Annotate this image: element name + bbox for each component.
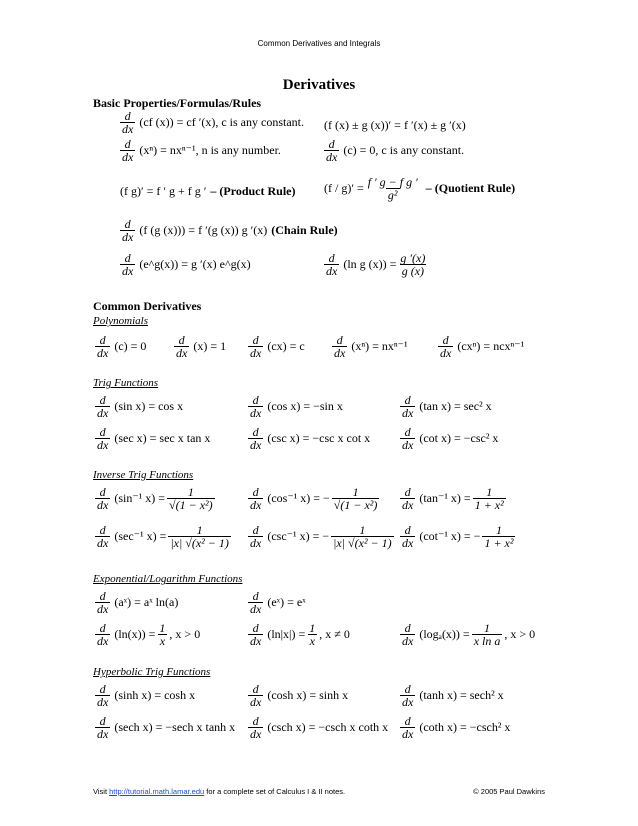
chain-rule: $\frac{d}{dx}$ (f (g (x))) = f ′(g (x)) g ′(x) (Chain Rule) (122, 217, 338, 244)
page-title: Derivatives (282, 77, 356, 93)
poly-power: $\frac{d}{dx}$ (xⁿ) = nxⁿ⁻¹ (334, 333, 408, 360)
poly-constant: $\frac{d}{dx}$ (c) = 0 (97, 333, 147, 360)
inverse-trig-sin: $\frac{d}{dx}$ (sin⁻¹ x) = $\frac{1}{\text{√(1 − x²)}}$ (97, 485, 213, 512)
trig-cot: $\frac{d}{dx}$ (cot x) = −csc² x (402, 425, 499, 452)
inverse-trig-csc: $\frac{d}{dx}$ (csc⁻¹ x) = − $\frac{1}{\text{|x| √(x² − 1)}}$ (250, 523, 392, 550)
inverse-trig-sec: $\frac{d}{dx}$ (sec⁻¹ x) = $\frac{1}{\text{|x| √(x² − 1)}}$ (97, 523, 229, 550)
constant-multiple-rule: $\frac{d}{dx}$ (cf (x)) = cf ′(x) , c is any constant. (122, 109, 304, 136)
product-rule: (f g)′ = f ′ g + f g ′ – (Product Rule) (120, 184, 296, 198)
trig-cos: $\frac{d}{dx}$ (cos x) = −sin x (250, 393, 343, 420)
inverse-trig-cot: $\frac{d}{dx}$ (cot⁻¹ x) = − $\frac{1}{\text{1 + x²}}$ (402, 523, 514, 550)
polynomials-heading: Polynomials (93, 315, 148, 327)
trig-sin: $\frac{d}{dx}$ (sin x) = cos x (97, 393, 184, 420)
trig-heading: Trig Functions (93, 377, 159, 389)
poly-scaled-power: $\frac{d}{dx}$ (cxⁿ) = ncxⁿ⁻¹ (440, 333, 525, 360)
inverse-trig-cos: $\frac{d}{dx}$ (cos⁻¹ x) = − $\frac{1}{\text{√(1 − x²)}}$ (250, 485, 378, 512)
ddx-operator: $\frac{d}{dx}$ (122, 109, 134, 136)
exponential-chain-rule: $\frac{d}{dx}$ (e^g(x)) = g ′(x) e^g(x) (122, 251, 251, 278)
hyp-coth: $\frac{d}{dx}$ (coth x) = −csch² x (402, 714, 511, 741)
hyp-sinh: $\frac{d}{dx}$ (sinh x) = cosh x (97, 682, 196, 709)
tutorial-link[interactable]: http://tutorial.math.lamar.edu (109, 787, 205, 796)
poly-linear: $\frac{d}{dx}$ (cx) = c (250, 333, 305, 360)
footer-note: Visit http://tutorial.math.lamar.edu for a complete set of Calculus I & II notes. (93, 787, 346, 796)
power-rule: $\frac{d}{dx}$ (xⁿ) = nxⁿ⁻¹ , n is any number. (122, 137, 281, 164)
sum-rule: (f (x) ± g (x))′ = f ′(x) ± g ′(x) (324, 118, 466, 132)
hyperbolic-heading: Hyperbolic Trig Functions (93, 666, 211, 678)
page-footer (93, 787, 545, 796)
quotient-rule: (f / g)′ = $\frac{\text{f ′ g − f g ′}}{\text{g²}}$ – (Quotient Rule) (324, 175, 516, 202)
trig-csc: $\frac{d}{dx}$ (csc x) = −csc x cot x (250, 425, 371, 452)
basic-rules-heading: Basic Properties/Formulas/Rules (93, 96, 262, 110)
constant-rule: $\frac{d}{dx}$ (c) = 0 , c is any constant. (326, 137, 465, 164)
trig-tan: $\frac{d}{dx}$ (tan x) = sec² x (402, 393, 492, 420)
exp-log-heading: Exponential/Logarithm Functions (93, 573, 243, 585)
hyp-csch: $\frac{d}{dx}$ (csch x) = −csch x coth x (250, 714, 389, 741)
log-abs: $\frac{d}{dx}$ (ln|x|) = $\frac{1}{x}$ , x ≠ 0 (250, 621, 350, 648)
running-head: Common Derivatives and Integrals (257, 39, 381, 48)
log-base-a: $\frac{d}{dx}$ (logₐ(x)) = $\frac{1}{\text{x ln a}}$ , x > 0 (402, 621, 536, 648)
trig-sec: $\frac{d}{dx}$ (sec x) = sec x tan x (97, 425, 211, 452)
hyp-sech: $\frac{d}{dx}$ (sech x) = −sech x tanh x (97, 714, 236, 741)
log-chain-rule: $\frac{d}{dx}$ (ln g (x)) = $\frac{g '(x)}{g (x)}$ (326, 251, 426, 278)
log-natural: $\frac{d}{dx}$ (ln(x)) = $\frac{1}{x}$ , x > 0 (97, 621, 201, 648)
hyp-cosh: $\frac{d}{dx}$ (cosh x) = sinh x (250, 682, 349, 709)
inverse-trig-tan: $\frac{d}{dx}$ (tan⁻¹ x) = $\frac{1}{\text{1 + x²}}$ (402, 485, 504, 512)
inverse-trig-heading: Inverse Trig Functions (93, 469, 194, 481)
copyright-notice: © 2005 Paul Dawkins (473, 787, 545, 796)
poly-identity: $\frac{d}{dx}$ (x) = 1 (176, 333, 227, 360)
exp-general: $\frac{d}{dx}$ (aˣ) = aˣ ln(a) (97, 589, 179, 616)
common-derivatives-heading: Common Derivatives (93, 299, 202, 313)
hyp-tanh: $\frac{d}{dx}$ (tanh x) = sech² x (402, 682, 504, 709)
exp-natural: $\frac{d}{dx}$ (eˣ) = eˣ (250, 589, 306, 616)
